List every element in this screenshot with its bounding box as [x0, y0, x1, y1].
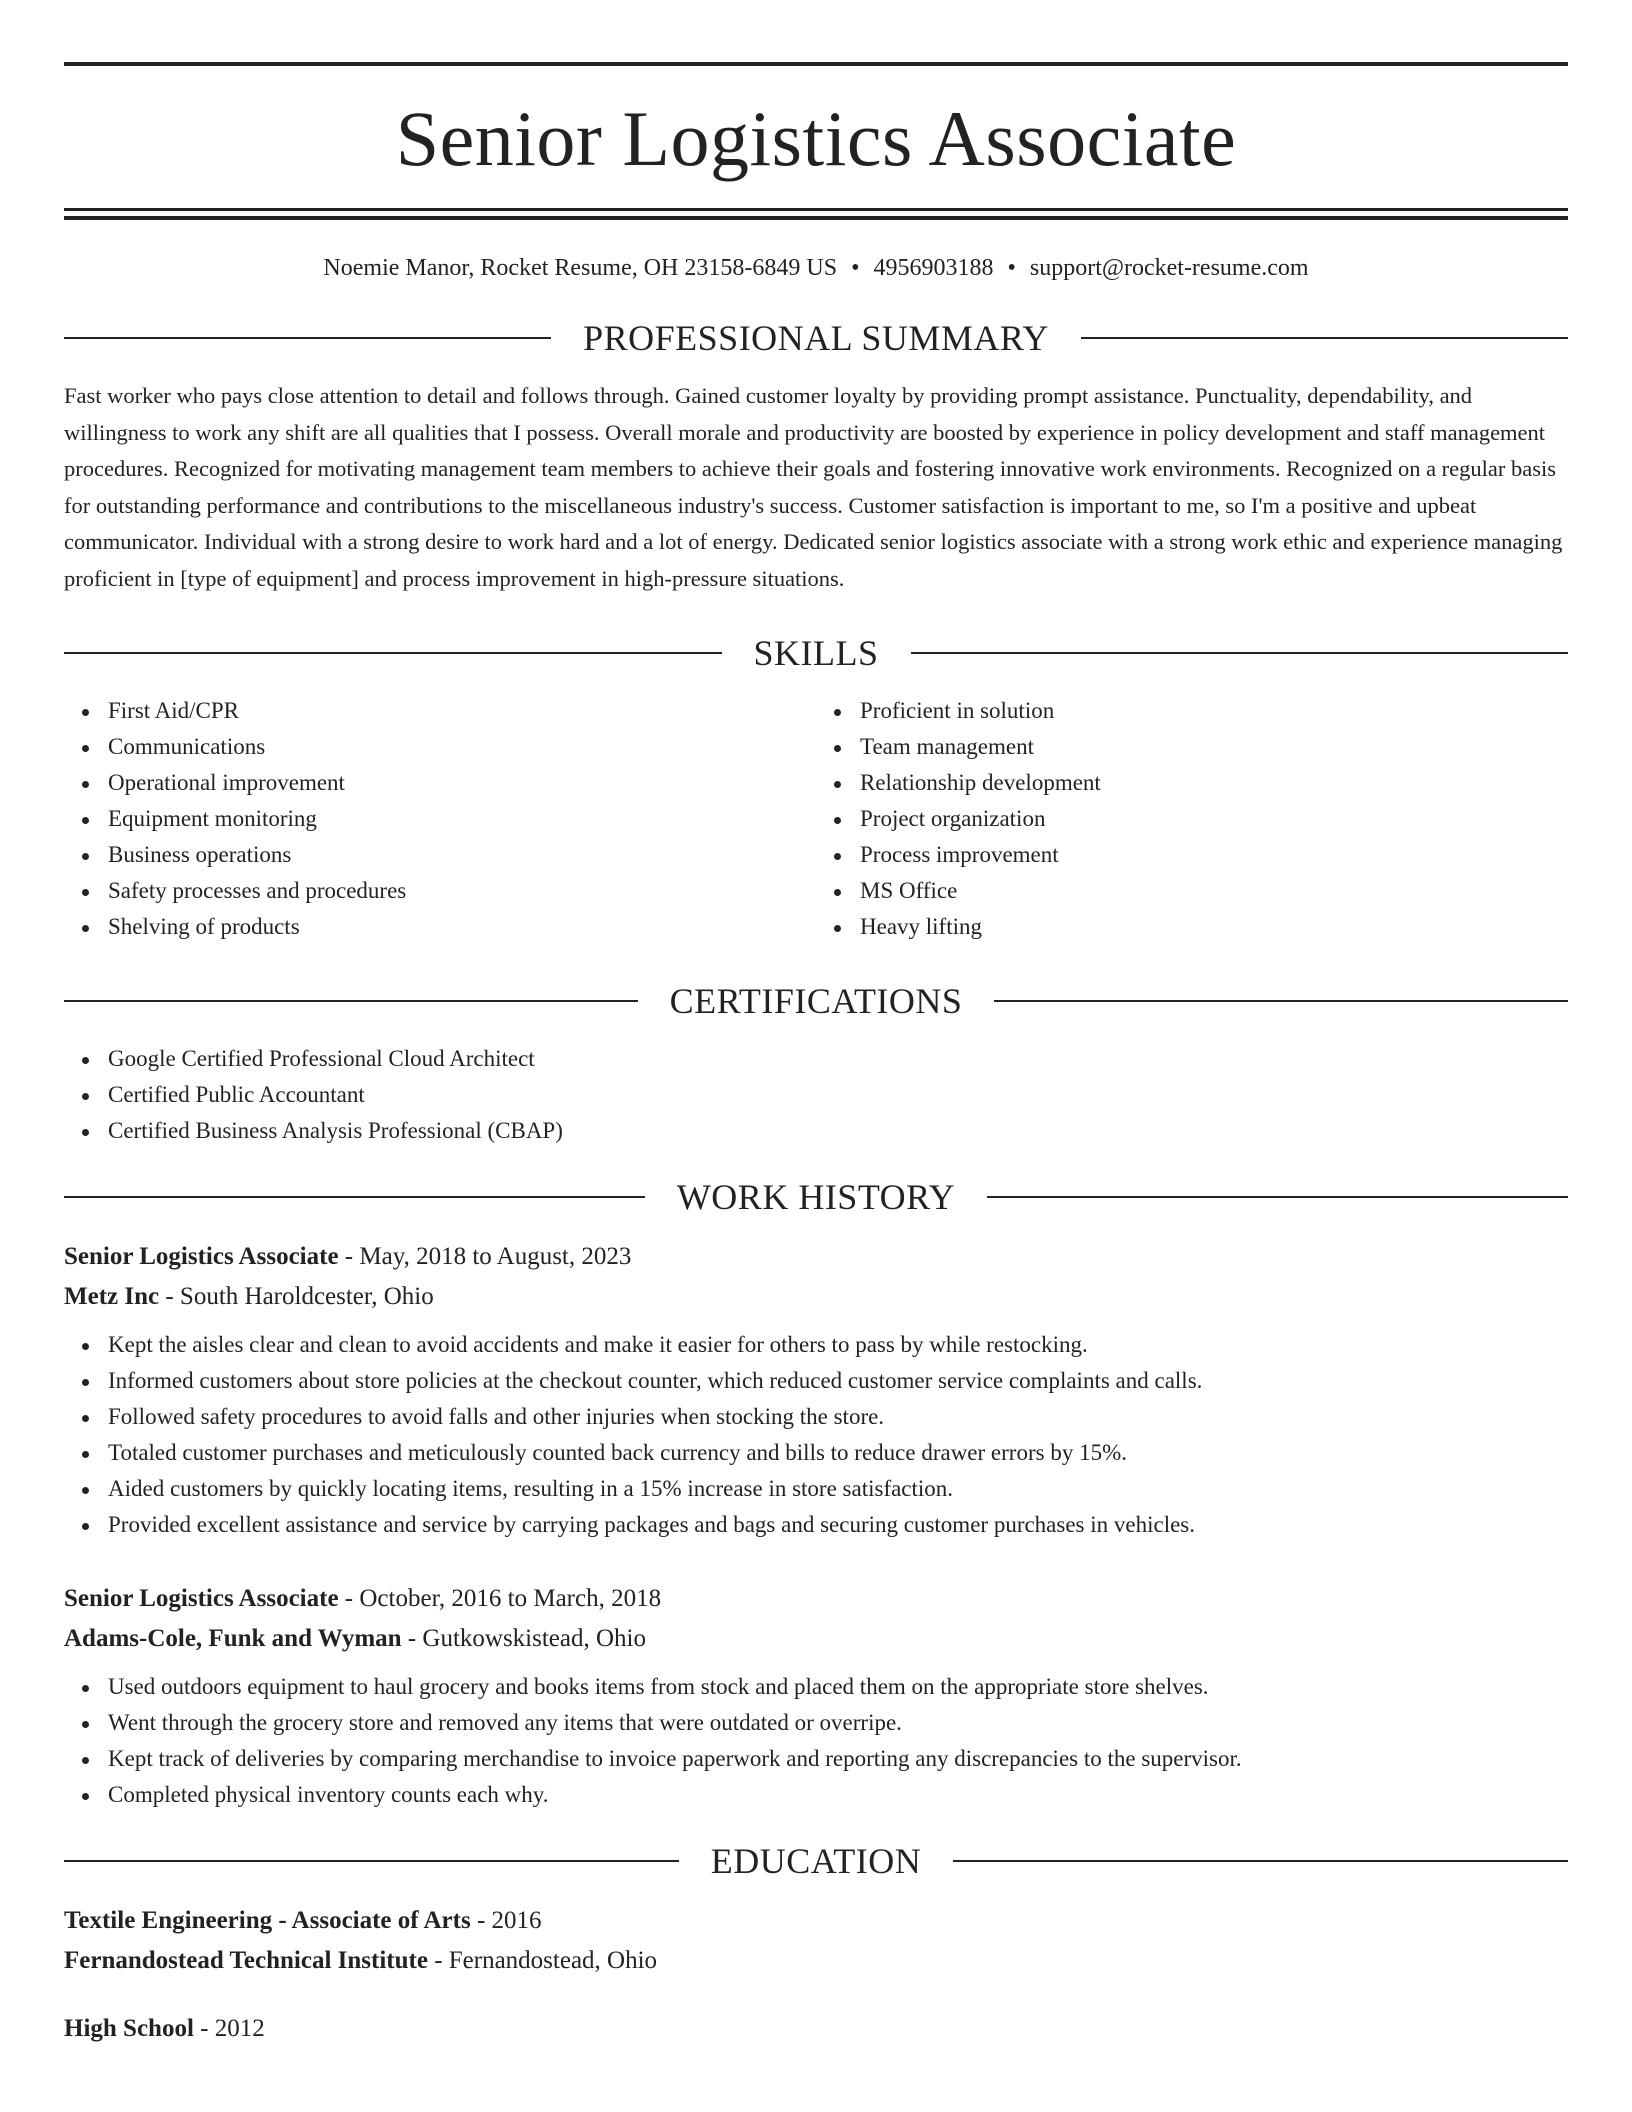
job-location: - Gutkowskistead, Ohio: [401, 1625, 646, 1652]
skill-item: Business operations: [108, 837, 816, 873]
job-entry: [64, 1237, 1568, 1543]
job-bullet: Aided customers by quickly locating items, resulting in a 15% increase in store satisfaction.: [108, 1471, 1568, 1507]
certification-item: Certified Public Accountant: [108, 1077, 1568, 1113]
skill-item: Operational improvement: [108, 765, 816, 801]
job-company-line: [64, 1277, 1568, 1317]
top-rule: [64, 62, 1568, 66]
job-company: Metz Inc: [64, 1283, 160, 1310]
job-bullet: Used outdoors equipment to haul grocery and books items from stock and placed them on the appropriate store shelves.: [108, 1669, 1568, 1705]
heading-rule: [64, 1000, 638, 1002]
certifications-list: [64, 1041, 1568, 1149]
job-entry: [64, 1579, 1568, 1813]
job-bullet: Totaled customer purchases and meticulously counted back currency and bills to reduce drawer errors by 15%.: [108, 1435, 1568, 1471]
job-bullets: [64, 1327, 1568, 1543]
resume-page: [64, 0, 1568, 2049]
job-bullet: Kept the aisles clear and clean to avoid accidents and make it easier for others to pass by while restocking.: [108, 1327, 1568, 1363]
title-double-rule: [64, 208, 1568, 220]
skill-item: Shelving of products: [108, 909, 816, 945]
education-degree-line: [64, 2009, 1568, 2049]
section-heading-education: [64, 1843, 1568, 1879]
contact-address: Noemie Manor, Rocket Resume, OH 23158-6849 US: [323, 255, 838, 281]
job-title-line: [64, 1579, 1568, 1619]
education-school: Fernandostead Technical Institute: [64, 1947, 428, 1974]
contact-line: [64, 256, 1568, 280]
section-heading-certifications: [64, 983, 1568, 1019]
section-heading-summary: [64, 320, 1568, 356]
job-bullets: [64, 1669, 1568, 1813]
job-bullet: Provided excellent assistance and service by carrying packages and bags and securing customer purchases in vehicles.: [108, 1507, 1568, 1543]
job-title-line: [64, 1237, 1568, 1277]
certification-item: Certified Business Analysis Professional (CBAP): [108, 1113, 1568, 1149]
job-bullet: Informed customers about store policies at the checkout counter, which reduced customer service complaints and calls.: [108, 1363, 1568, 1399]
section-title: PROFESSIONAL SUMMARY: [583, 318, 1049, 358]
skill-item: Communications: [108, 729, 816, 765]
heading-rule: [994, 1000, 1568, 1002]
education-entry: [64, 1901, 1568, 1981]
skills-columns: [64, 693, 1568, 945]
job-dates: - October, 2016 to March, 2018: [338, 1585, 662, 1612]
page-title: Senior Logistics Associate: [395, 95, 1237, 182]
skill-item: Safety processes and procedures: [108, 873, 816, 909]
summary-text: Fast worker who pays close attention to detail and follows through. Gained customer loyalty by providing prompt assistance. Punctuality, dependability, and willingness to work any shift are all qualities that I possess. Overall morale and productivity are boosted by experience in policy development and staff management procedures. Recognized for motivating management team members to achieve their goals and fostering innovative work environments. Recognized on a regular basis for outstanding performance and contributions to the miscellaneous industry's success. Customer satisfaction is important to me, so I'm a positive and upbeat communicator. Individual with a strong desire to work hard and a lot of energy. Dedicated senior logistics associate with a strong work ethic and experience managing proficient in [type of equipment] and process improvement in high-pressure situations.: [64, 383, 1563, 591]
heading-rule: [911, 652, 1569, 654]
skill-item: Relationship development: [860, 765, 1568, 801]
job-location: - South Haroldcester, Ohio: [159, 1283, 434, 1310]
section-title: CERTIFICATIONS: [669, 981, 963, 1021]
skills-list-right: [816, 693, 1568, 945]
section-title: EDUCATION: [710, 1841, 922, 1881]
education-degree: High School: [64, 2015, 194, 2042]
heading-rule: [64, 652, 722, 654]
contact-phone: 4956903188: [873, 255, 994, 281]
contact-email: support@rocket-resume.com: [1029, 255, 1309, 281]
skill-item: MS Office: [860, 873, 1568, 909]
heading-rule: [1081, 337, 1568, 339]
education-school-line: [64, 1941, 1568, 1981]
contact-separator: •: [1007, 255, 1016, 281]
heading-rule: [64, 1196, 645, 1198]
skill-item: Process improvement: [860, 837, 1568, 873]
skill-item: Project organization: [860, 801, 1568, 837]
heading-rule: [953, 1860, 1568, 1862]
section-heading-work-history: [64, 1179, 1568, 1215]
section-heading-skills: [64, 635, 1568, 671]
skills-list-left: [64, 693, 816, 945]
skill-item: First Aid/CPR: [108, 693, 816, 729]
section-title: SKILLS: [753, 633, 879, 673]
job-company-line: [64, 1619, 1568, 1659]
job-bullet: Kept track of deliveries by comparing merchandise to invoice paperwork and reporting any discrepancies to the supervisor.: [108, 1741, 1568, 1777]
job-title: Senior Logistics Associate: [64, 1585, 339, 1612]
job-company: Adams-Cole, Funk and Wyman: [64, 1625, 402, 1652]
heading-rule: [987, 1196, 1568, 1198]
skill-item: Team management: [860, 729, 1568, 765]
job-bullet: Followed safety procedures to avoid falls and other injuries when stocking the store.: [108, 1399, 1568, 1435]
heading-rule: [64, 337, 551, 339]
education-degree-line: [64, 1901, 1568, 1941]
education-entry: [64, 2009, 1568, 2049]
education-location: - Fernandostead, Ohio: [427, 1947, 658, 1974]
education-year: - 2012: [193, 2015, 265, 2042]
section-title: WORK HISTORY: [676, 1177, 956, 1217]
certification-item: Google Certified Professional Cloud Architect: [108, 1041, 1568, 1077]
job-bullet: Went through the grocery store and removed any items that were outdated or overripe.: [108, 1705, 1568, 1741]
skill-item: Proficient in solution: [860, 693, 1568, 729]
skill-item: Heavy lifting: [860, 909, 1568, 945]
heading-rule: [64, 1860, 679, 1862]
job-dates: - May, 2018 to August, 2023: [338, 1243, 632, 1270]
job-title: Senior Logistics Associate: [64, 1243, 339, 1270]
job-bullet: Completed physical inventory counts each why.: [108, 1777, 1568, 1813]
skill-item: Equipment monitoring: [108, 801, 816, 837]
contact-separator: •: [851, 255, 860, 281]
education-year: - 2016: [470, 1907, 542, 1934]
education-degree: Textile Engineering - Associate of Arts: [64, 1907, 471, 1934]
